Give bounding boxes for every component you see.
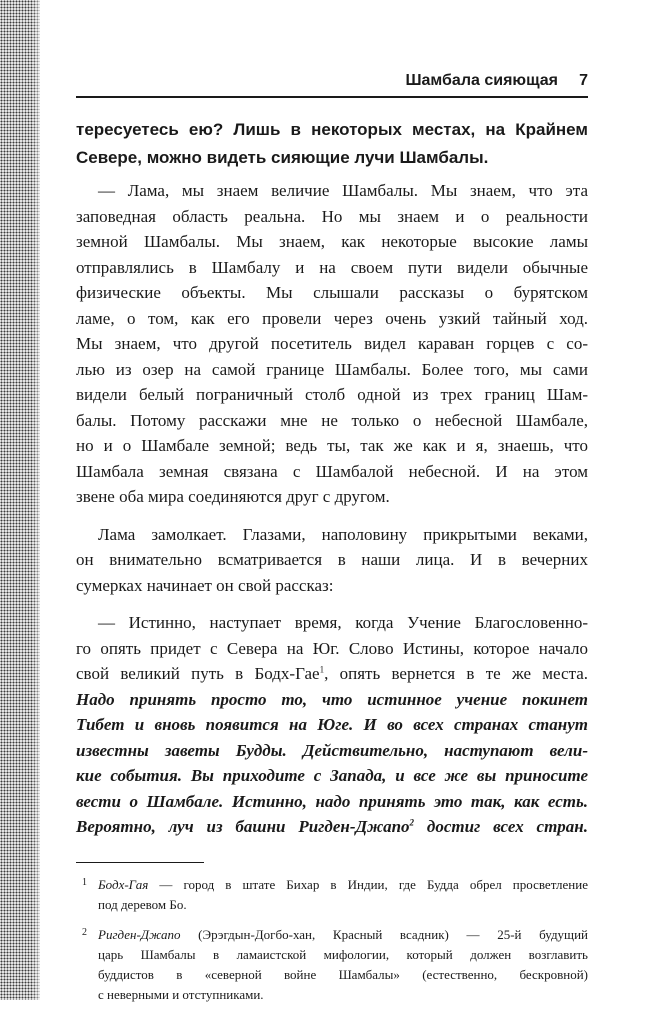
paragraph-line: он внимательно всматривается в наши лица. И в вечерних <box>76 550 588 569</box>
footnote-line: царь Шамбалы в ламаистской мифологии, который должен возглавить <box>98 946 588 962</box>
paragraph-3 <box>76 610 588 840</box>
intro-line: Севере, можно видеть сияющие лучи Шамбалы. <box>76 148 489 167</box>
intro-bold-block <box>76 116 588 172</box>
intro-line: тересуетесь ею? Лишь в некоторых местах, на Крайнем <box>76 120 588 139</box>
paragraph-line: звене оба мира соединяются друг с другом. <box>76 487 390 506</box>
paragraph-line: сумерках начинает он свой рассказ: <box>76 575 334 595</box>
page-body <box>76 116 588 1015</box>
footnote-mark: 1 <box>82 876 87 888</box>
text-run: — город в штате Бихар в Индии, где Будда обрел просветление <box>148 876 588 892</box>
text-run: свой великий путь в Бодх-Гае <box>76 664 320 683</box>
paragraph-line: балы. Потому расскажи мне не только о небесной Шамбале, <box>76 410 588 430</box>
footnote <box>76 925 588 1005</box>
halftone-edge-fade <box>0 0 46 1000</box>
paragraph-line: Шамбала земная связана с Шамбалой небесной. И на этом <box>76 461 588 481</box>
footnote-line <box>98 875 588 895</box>
paragraph-line: — Лама, мы знаем величие Шамбалы. Мы знаем, что эта <box>98 181 588 200</box>
emphasis-line: известны заветы Будды. Действительно, наступают вели- <box>76 740 588 760</box>
header-title: Шамбала сияющая <box>405 72 558 89</box>
text-run: Вероятно, луч из башни Ригден-Джапо <box>76 817 410 836</box>
emphasis-line <box>76 814 588 840</box>
paragraph-line: но и о Шамбале земной; ведь ты, так же как и я, знаешь, что <box>76 436 588 455</box>
footnote-line: буддистов в «северной войне Шамбалы» (естественно, бескровной) <box>98 966 588 982</box>
footnote-ref: 2 <box>409 817 415 828</box>
footnote <box>76 875 588 915</box>
text-run: (Эрэгдын-Догбо-хан, Красный всадник) — 25-й будущий <box>180 926 588 942</box>
paragraph-line: физические объекты. Мы слышали рассказы о бурятском <box>76 283 588 302</box>
footnote-term: Бодх-Гая <box>98 876 149 892</box>
paragraph-line: го опять придет с Севера на Юг. Слово Истины, которое начало <box>76 638 588 658</box>
text-run: , опять вернется в те же места. <box>324 664 588 683</box>
paragraph-line: заповедная область реальна. Но мы знаем и о реальности <box>76 206 588 226</box>
emphasis-line: кие события. Вы приходите с Запада, и все же вы приносите <box>76 766 588 785</box>
footnote-separator <box>76 862 204 863</box>
text-run: достиг всех стран. <box>414 817 588 836</box>
paragraph-line: земной Шамбалы. Мы знаем, как некоторые высокие ламы <box>76 232 588 251</box>
footnote-mark: 2 <box>82 926 87 938</box>
footnote-line: с неверными и отступниками. <box>98 986 264 1002</box>
footnote-term: Ригден-Джапо <box>98 926 181 942</box>
running-header <box>76 66 588 98</box>
paragraph-line: лью из озер на самой границе Шамбалы. Более того, мы сами <box>76 359 588 379</box>
emphasis-line: вести о Шамбале. Истинно, надо принять это так, как есть. <box>76 791 588 811</box>
page-number: 7 <box>579 72 588 89</box>
paragraph-line: — Истинно, наступает время, когда Учение Благословенно- <box>98 613 588 632</box>
paragraph-1 <box>76 178 588 510</box>
paragraph-line <box>76 661 588 687</box>
paragraph-line: Мы знаем, что другой посетитель видел караван горцев с со- <box>76 334 588 353</box>
emphasis-line: Надо принять просто то, что истинное учение покинет <box>76 689 588 709</box>
paragraph-line: видели белый пограничный столб одной из трех границ Шам- <box>76 385 588 404</box>
paragraph-line: отправлялись в Шамбалу и на своем пути видели обычные <box>76 257 588 277</box>
paragraph-2 <box>76 522 588 599</box>
paragraph-line: Лама замолкает. Глазами, наполовину прикрытыми веками, <box>98 524 588 544</box>
paragraph-line: ламе, о том, как его провели через очень узкий тайный ход. <box>76 308 588 328</box>
emphasis-line: Тибет и вновь появится на Юге. И во всех странах станут <box>76 715 588 734</box>
footnote-line: под деревом Бо. <box>98 896 187 912</box>
footnote-line <box>98 925 588 945</box>
footnote-ref: 1 <box>319 664 325 675</box>
